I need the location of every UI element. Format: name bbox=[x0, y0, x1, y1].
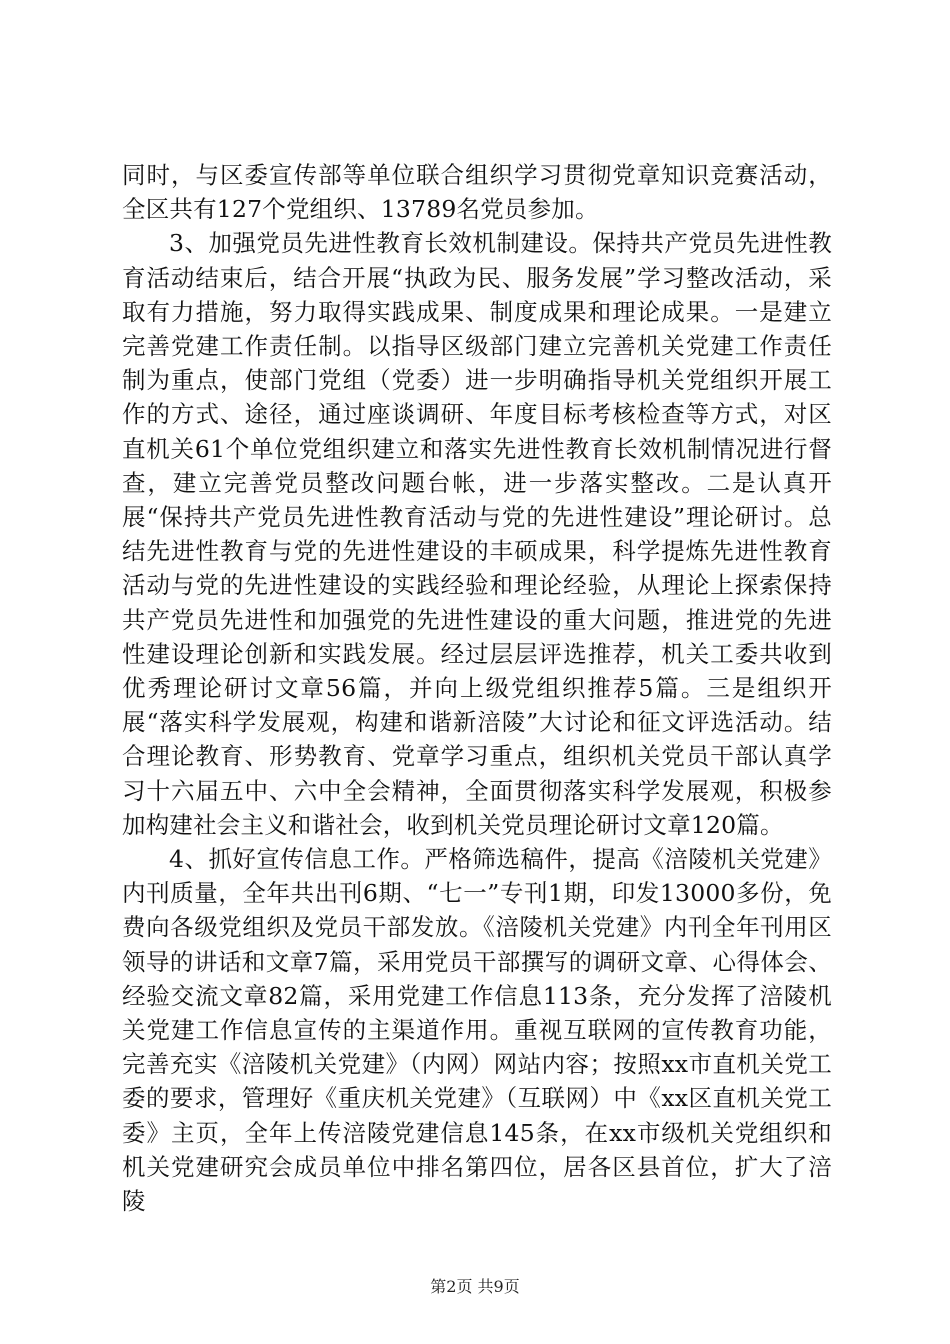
document-body bbox=[122, 158, 832, 1218]
paragraph-item-4: 4、抓好宣传信息工作。严格筛选稿件，提高《涪陵机关党建》内刊质量，全年共出刊6期、“七一”专刊1期，印发13000多份，免费向各级党组织及党员干部发放。《涪陵机关党建》内刊全年刊用区领导的讲话和文章7篇，采用党员干部撰写的调研文章、心得体会、经验交流文章82篇，采用党建工作信息113条，充分发挥了涪陵机关党建工作信息宣传的主渠道作用。重视互联网的宣传教育功能，完善充实《涪陵机关党建》（内网）网站内容；按照xx市直机关党工委的要求，管理好《重庆机关党建》（互联网）中《xx区直机关党工委》主页，全年上传涪陵党建信息145条，在xx市级机关党组织和机关党建研究会成员单位中排名第四位，居各区县首位，扩大了涪陵 bbox=[122, 845, 832, 1216]
paragraph-continuation: 同时，与区委宣传部等单位联合组织学习贯彻党章知识竞赛活动，全区共有127个党组织、13789名党员参加。 bbox=[122, 161, 832, 224]
paragraph-item-3: 3、加强党员先进性教育长效机制建设。保持共产党员先进性教育活动结束后，结合开展“执政为民、服务发展”学习整改活动，采取有力措施，努力取得实践成果、制度成果和理论成果。一是建立完善党建工作责任制。以指导区级部门建立完善机关党建工作责任制为重点，使部门党组（党委）进一步明确指导机关党组织开展工作的方式、途径，通过座谈调研、年度目标考核检查等方式，对区直机关61个单位党组织建立和落实先进性教育长效机制情况进行督查，建立完善党员整改问题台帐，进一步落实整改。二是认真开展“保持共产党员先进性教育活动与党的先进性建设”理论研讨。总结先进性教育与党的先进性建设的丰硕成果，科学提炼先进性教育活动与党的先进性建设的实践经验和理论经验，从理论上探索保持共产党员先进性和加强党的先进性建设的重大问题，推进党的先进性建设理论创新和实践发展。经过层层评选推荐，机关工委共收到优秀理论研讨文章56篇，并向上级党组织推荐5篇。三是组织开展“落实科学发展观，构建和谐新涪陵”大讨论和征文评选活动。结合理论教育、形势教育、党章学习重点，组织机关党员干部认真学习十六届五中、六中全会精神，全面贯彻落实科学发展观，积极参加构建社会主义和谐社会，收到机关党员理论研讨文章120篇。 bbox=[122, 229, 832, 839]
page-footer: 第2页 共9页 bbox=[430, 1277, 520, 1296]
